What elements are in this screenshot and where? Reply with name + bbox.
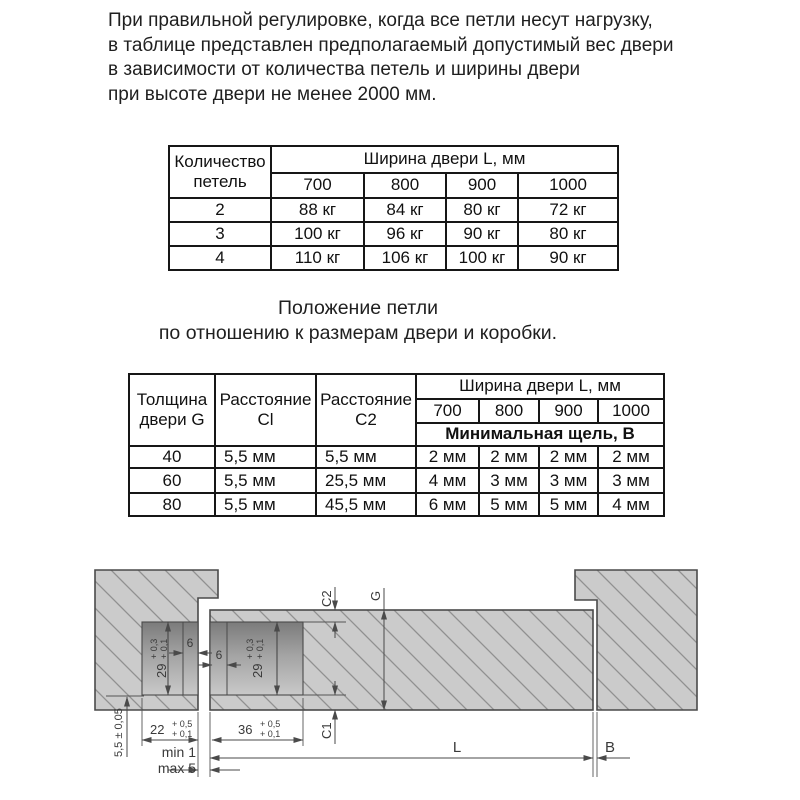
table-header-width-800: 800 — [479, 399, 539, 423]
dim-tolerance-lower: + 0,1 — [255, 638, 265, 659]
dim-label-l: L — [452, 739, 462, 756]
table-cell: 80 кг — [446, 198, 518, 222]
section-heading-line: по отношению к размерам двери и коробки. — [158, 322, 558, 344]
table-cell: 2 мм — [479, 446, 539, 468]
table-header-door-width: Ширина двери L, мм — [416, 374, 664, 399]
table-header-door-width: Ширина двери L, мм — [271, 146, 618, 173]
table-cell: 5,5 мм — [316, 446, 416, 468]
table-cell: 5 мм — [479, 493, 539, 516]
hinge-count-weight-table — [168, 145, 619, 271]
table-row — [129, 468, 664, 493]
table-cell: 6 мм — [416, 493, 479, 516]
table-header-distance-c2: Расстояние C2 — [316, 374, 416, 446]
table-header-width-1000: 1000 — [598, 399, 664, 423]
dim-tolerance-upper: + 0,3 — [245, 638, 255, 659]
dim-label-frame-depth: 5,5 ± 0,05 — [113, 708, 125, 757]
section-heading-line: Положение петли — [278, 297, 438, 319]
table-cell: 40 — [129, 446, 215, 468]
table-cell: 88 кг — [271, 198, 364, 222]
dim-label-c2: C2 — [319, 590, 334, 607]
table-cell: 72 кг — [518, 198, 618, 222]
dim-value: 29 — [250, 663, 265, 678]
table-header-distance-c1: Расстояние Cl — [215, 374, 316, 446]
table-header-width-900: 900 — [446, 173, 518, 198]
table-cell: 84 кг — [364, 198, 446, 222]
dim-label-c1: C1 — [319, 722, 334, 739]
dim-tolerance-upper: + 0,5 — [260, 719, 281, 729]
table-cell: 2 мм — [539, 446, 598, 468]
dim-value: 22 — [150, 722, 165, 737]
intro-line: в зависимости от количества петель и ширины двери — [108, 59, 581, 80]
table-cell: 25,5 мм — [316, 468, 416, 493]
table-header-door-thickness: Толщина двери G — [129, 374, 215, 446]
table-cell: 90 кг — [518, 246, 618, 270]
intro-line: При правильной регулировке, когда все петли несут нагрузку, — [108, 10, 653, 31]
dim-tolerance-lower: + 0,1 — [260, 729, 281, 739]
table-row — [129, 446, 664, 468]
table-cell: 5,5 мм — [215, 468, 316, 493]
dim-value: 29 — [154, 663, 169, 678]
table-cell: 110 кг — [271, 246, 364, 270]
dim-tolerance-upper: + 0,5 — [172, 719, 193, 729]
table-header-width-900: 900 — [539, 399, 598, 423]
table-header-width-1000: 1000 — [518, 173, 618, 198]
table-cell: 4 — [169, 246, 271, 270]
dim-label-edge-offset-frame: 6 — [186, 636, 194, 650]
dim-label-pocket-width-frame — [150, 719, 192, 739]
dim-tolerance-lower: + 0,1 — [172, 729, 193, 739]
table-cell: 2 мм — [598, 446, 664, 468]
table-cell: 100 кг — [271, 222, 364, 246]
table-cell: 3 мм — [479, 468, 539, 493]
intro-paragraph — [108, 9, 673, 107]
table-cell: 45,5 мм — [316, 493, 416, 516]
table-cell: 3 мм — [598, 468, 664, 493]
table-header-width-700: 700 — [271, 173, 364, 198]
section-heading — [20, 296, 696, 346]
intro-line: в таблице представлен предполагаемый допустимый вес двери — [108, 34, 674, 56]
table-cell: 2 мм — [416, 446, 479, 468]
hinge-position-table — [128, 373, 665, 517]
table-cell: 4 мм — [416, 468, 479, 493]
dim-label-g: G — [368, 590, 383, 601]
table-cell: 5 мм — [539, 493, 598, 516]
dim-label-b: B — [604, 739, 616, 756]
table-cell: 80 кг — [518, 222, 618, 246]
intro-line: при высоте двери не менее 2000 мм. — [108, 83, 437, 105]
table-header-hinge-count: Количество петель — [169, 146, 271, 198]
table-cell: 60 — [129, 468, 215, 493]
table-row — [169, 246, 618, 270]
dim-label-pocket-width-door — [238, 719, 280, 739]
table-cell: 90 кг — [446, 222, 518, 246]
table-cell: 100 кг — [446, 246, 518, 270]
dim-value: 36 — [238, 722, 253, 737]
table-cell: 3 — [169, 222, 271, 246]
dim-tolerance-lower: + 0,1 — [159, 638, 169, 659]
dim-label-gap-max: max 5 — [157, 760, 196, 776]
dim-label-edge-offset-door: 6 — [215, 648, 223, 662]
table-row — [129, 493, 664, 516]
table-cell: 96 кг — [364, 222, 446, 246]
dim-tolerance-upper: + 0,3 — [149, 638, 159, 659]
table-cell: 2 — [169, 198, 271, 222]
table-header-min-gap: Минимальная щель, В — [416, 423, 664, 446]
table-cell: 5,5 мм — [215, 446, 316, 468]
table-header-width-800: 800 — [364, 173, 446, 198]
dim-label-gap-min: min 1 — [161, 744, 196, 760]
table-cell: 106 кг — [364, 246, 446, 270]
table-row — [169, 198, 618, 222]
table-row — [169, 222, 618, 246]
table-header-width-700: 700 — [416, 399, 479, 423]
table-cell: 3 мм — [539, 468, 598, 493]
table-cell: 5,5 мм — [215, 493, 316, 516]
table-cell: 4 мм — [598, 493, 664, 516]
table-cell: 80 — [129, 493, 215, 516]
technical-drawing — [0, 555, 800, 800]
